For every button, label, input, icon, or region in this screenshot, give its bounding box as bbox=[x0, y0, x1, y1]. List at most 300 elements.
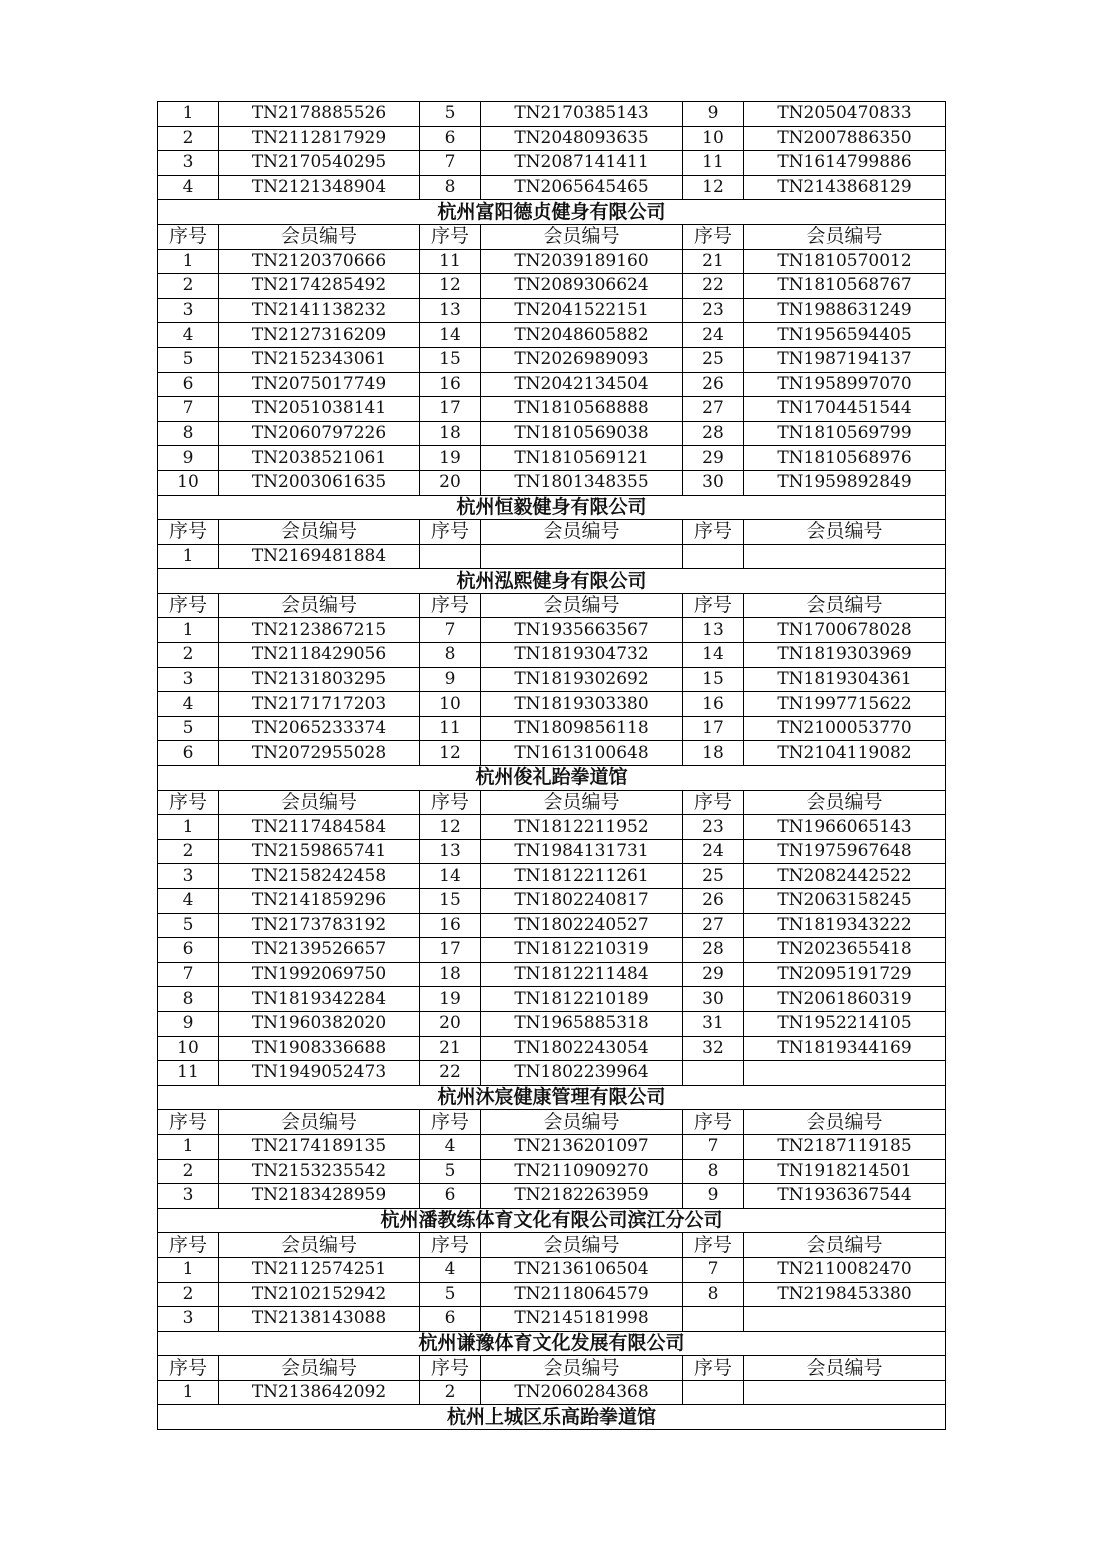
member-id-cell: TN1810569038 bbox=[481, 421, 683, 446]
seq-cell: 13 bbox=[420, 839, 481, 864]
table-row bbox=[158, 470, 946, 495]
table-row bbox=[158, 126, 946, 151]
seq-cell: 14 bbox=[420, 864, 481, 889]
member-id-cell: TN1958997070 bbox=[744, 372, 946, 397]
seq-cell: 25 bbox=[683, 347, 744, 372]
member-id-header: 会员编号 bbox=[219, 1233, 420, 1258]
seq-cell: 16 bbox=[420, 913, 481, 938]
seq-cell: 9 bbox=[683, 1184, 744, 1209]
seq-cell: 6 bbox=[420, 1307, 481, 1332]
seq-cell: 7 bbox=[420, 151, 481, 176]
seq-cell: 20 bbox=[420, 470, 481, 495]
seq-cell: 30 bbox=[683, 470, 744, 495]
member-id-header: 会员编号 bbox=[481, 593, 683, 618]
member-id-cell: TN2065645465 bbox=[481, 175, 683, 200]
seq-cell: 5 bbox=[420, 1159, 481, 1184]
seq-cell: 1 bbox=[158, 102, 219, 127]
company-name: 杭州富阳德贞健身有限公司 bbox=[158, 200, 946, 225]
company-title-row bbox=[158, 1405, 946, 1430]
table-row bbox=[158, 151, 946, 176]
member-id-cell: TN2152343061 bbox=[219, 347, 420, 372]
seq-cell: 22 bbox=[420, 1061, 481, 1086]
seq-cell: 11 bbox=[420, 249, 481, 274]
member-id-cell: TN1613100648 bbox=[481, 741, 683, 766]
seq-cell: 27 bbox=[683, 913, 744, 938]
member-id-header: 会员编号 bbox=[481, 1356, 683, 1381]
member-id-cell: TN2139526657 bbox=[219, 938, 420, 963]
member-roster-table bbox=[157, 101, 946, 1430]
seq-cell: 4 bbox=[158, 323, 219, 348]
member-id-cell: TN2153235542 bbox=[219, 1159, 420, 1184]
column-header-row bbox=[158, 520, 946, 545]
member-id-cell: TN2127316209 bbox=[219, 323, 420, 348]
seq-cell: 29 bbox=[683, 446, 744, 471]
seq-cell: 4 bbox=[420, 1257, 481, 1282]
seq-cell: 10 bbox=[158, 1036, 219, 1061]
seq-cell: 14 bbox=[683, 643, 744, 668]
seq-cell: 5 bbox=[158, 716, 219, 741]
seq-header: 序号 bbox=[420, 1356, 481, 1381]
seq-cell bbox=[683, 544, 744, 569]
seq-cell: 6 bbox=[420, 126, 481, 151]
member-id-cell: TN1987194137 bbox=[744, 347, 946, 372]
member-id-cell: TN1984131731 bbox=[481, 839, 683, 864]
company-title-row bbox=[158, 1208, 946, 1233]
seq-cell: 1 bbox=[158, 1134, 219, 1159]
seq-cell: 21 bbox=[420, 1036, 481, 1061]
seq-cell: 21 bbox=[683, 249, 744, 274]
member-id-cell: TN1819304361 bbox=[744, 667, 946, 692]
member-id-cell: TN2026989093 bbox=[481, 347, 683, 372]
table-row bbox=[158, 372, 946, 397]
member-id-cell: TN1819303969 bbox=[744, 643, 946, 668]
seq-cell: 16 bbox=[683, 692, 744, 717]
member-id-cell: TN2110909270 bbox=[481, 1159, 683, 1184]
seq-cell: 10 bbox=[158, 470, 219, 495]
member-id-cell: TN2159865741 bbox=[219, 839, 420, 864]
seq-cell: 4 bbox=[158, 889, 219, 914]
table-row bbox=[158, 446, 946, 471]
member-id-cell: TN2089306624 bbox=[481, 274, 683, 299]
member-id-cell: TN1936367544 bbox=[744, 1184, 946, 1209]
member-id-cell: TN1704451544 bbox=[744, 397, 946, 422]
table-row bbox=[158, 102, 946, 127]
table-row bbox=[158, 938, 946, 963]
member-id-cell: TN1802239964 bbox=[481, 1061, 683, 1086]
member-id-header: 会员编号 bbox=[744, 790, 946, 815]
member-id-cell: TN2187119185 bbox=[744, 1134, 946, 1159]
table-row bbox=[158, 175, 946, 200]
column-header-row bbox=[158, 790, 946, 815]
seq-cell: 4 bbox=[158, 175, 219, 200]
table-row bbox=[158, 913, 946, 938]
member-id-cell: TN2102152942 bbox=[219, 1282, 420, 1307]
seq-cell: 9 bbox=[683, 102, 744, 127]
company-name: 杭州上城区乐高跆拳道馆 bbox=[158, 1405, 946, 1430]
company-name: 杭州潘教练体育文化有限公司滨江分公司 bbox=[158, 1208, 946, 1233]
seq-header: 序号 bbox=[420, 1233, 481, 1258]
company-title-row bbox=[158, 200, 946, 225]
table-row bbox=[158, 643, 946, 668]
table-row bbox=[158, 1307, 946, 1332]
company-title-row bbox=[158, 766, 946, 791]
member-id-header: 会员编号 bbox=[744, 1110, 946, 1135]
member-id-cell: TN1812210319 bbox=[481, 938, 683, 963]
seq-header: 序号 bbox=[683, 1233, 744, 1258]
member-id-cell: TN1949052473 bbox=[219, 1061, 420, 1086]
member-id-cell: TN2138642092 bbox=[219, 1380, 420, 1405]
member-id-cell: TN2169481884 bbox=[219, 544, 420, 569]
member-id-cell: TN2041522151 bbox=[481, 298, 683, 323]
table-row bbox=[158, 815, 946, 840]
seq-cell: 11 bbox=[683, 151, 744, 176]
seq-cell: 1 bbox=[158, 1380, 219, 1405]
seq-cell: 8 bbox=[420, 175, 481, 200]
member-id-cell: TN1810568888 bbox=[481, 397, 683, 422]
member-id-header: 会员编号 bbox=[481, 1110, 683, 1135]
table-row bbox=[158, 716, 946, 741]
member-id-cell: TN2087141411 bbox=[481, 151, 683, 176]
member-id-cell bbox=[744, 1307, 946, 1332]
member-id-cell: TN2104119082 bbox=[744, 741, 946, 766]
seq-cell: 28 bbox=[683, 421, 744, 446]
member-id-cell: TN1960382020 bbox=[219, 1011, 420, 1036]
member-id-cell: TN2173783192 bbox=[219, 913, 420, 938]
seq-cell: 7 bbox=[683, 1257, 744, 1282]
member-id-cell: TN1956594405 bbox=[744, 323, 946, 348]
member-id-cell: TN1810568767 bbox=[744, 274, 946, 299]
member-id-cell: TN2048605882 bbox=[481, 323, 683, 348]
seq-cell: 19 bbox=[420, 446, 481, 471]
seq-header: 序号 bbox=[420, 790, 481, 815]
member-id-header: 会员编号 bbox=[219, 224, 420, 249]
seq-cell: 7 bbox=[683, 1134, 744, 1159]
member-id-cell: TN2136106504 bbox=[481, 1257, 683, 1282]
member-id-cell: TN2174285492 bbox=[219, 274, 420, 299]
member-id-cell: TN2143868129 bbox=[744, 175, 946, 200]
member-id-cell: TN2183428959 bbox=[219, 1184, 420, 1209]
member-id-cell: TN2065233374 bbox=[219, 716, 420, 741]
member-id-cell: TN2198453380 bbox=[744, 1282, 946, 1307]
seq-cell: 12 bbox=[683, 175, 744, 200]
table-row bbox=[158, 1011, 946, 1036]
seq-cell: 12 bbox=[420, 741, 481, 766]
member-id-header: 会员编号 bbox=[219, 790, 420, 815]
table-row bbox=[158, 692, 946, 717]
member-id-cell: TN2110082470 bbox=[744, 1257, 946, 1282]
seq-cell: 23 bbox=[683, 298, 744, 323]
seq-cell: 10 bbox=[683, 126, 744, 151]
seq-cell: 22 bbox=[683, 274, 744, 299]
seq-cell: 24 bbox=[683, 323, 744, 348]
seq-header: 序号 bbox=[683, 1110, 744, 1135]
member-id-cell: TN2023655418 bbox=[744, 938, 946, 963]
member-id-cell: TN2039189160 bbox=[481, 249, 683, 274]
member-id-cell: TN2063158245 bbox=[744, 889, 946, 914]
seq-cell: 8 bbox=[683, 1282, 744, 1307]
member-id-cell: TN1810570012 bbox=[744, 249, 946, 274]
member-id-cell: TN1959892849 bbox=[744, 470, 946, 495]
member-id-cell: TN1801348355 bbox=[481, 470, 683, 495]
seq-cell: 7 bbox=[158, 397, 219, 422]
company-title-row bbox=[158, 1331, 946, 1356]
company-name: 杭州俊礼跆拳道馆 bbox=[158, 766, 946, 791]
table-row bbox=[158, 889, 946, 914]
seq-cell: 9 bbox=[158, 1011, 219, 1036]
member-id-header: 会员编号 bbox=[481, 224, 683, 249]
member-id-cell: TN2051038141 bbox=[219, 397, 420, 422]
seq-cell: 15 bbox=[420, 889, 481, 914]
seq-header: 序号 bbox=[420, 520, 481, 545]
member-id-cell: TN2170385143 bbox=[481, 102, 683, 127]
seq-header: 序号 bbox=[683, 593, 744, 618]
seq-cell: 5 bbox=[420, 102, 481, 127]
member-id-cell: TN2178885526 bbox=[219, 102, 420, 127]
seq-cell: 12 bbox=[420, 274, 481, 299]
seq-cell: 30 bbox=[683, 987, 744, 1012]
member-id-cell: TN2131803295 bbox=[219, 667, 420, 692]
member-id-cell: TN1802243054 bbox=[481, 1036, 683, 1061]
member-id-cell: TN2123867215 bbox=[219, 618, 420, 643]
member-id-header: 会员编号 bbox=[481, 1233, 683, 1258]
column-header-row bbox=[158, 224, 946, 249]
seq-header: 序号 bbox=[683, 790, 744, 815]
member-id-header: 会员编号 bbox=[219, 520, 420, 545]
seq-cell: 1 bbox=[158, 618, 219, 643]
member-id-cell: TN2121348904 bbox=[219, 175, 420, 200]
member-id-cell: TN1700678028 bbox=[744, 618, 946, 643]
seq-cell: 19 bbox=[420, 987, 481, 1012]
seq-cell: 3 bbox=[158, 667, 219, 692]
column-header-row bbox=[158, 1356, 946, 1381]
seq-cell: 5 bbox=[420, 1282, 481, 1307]
member-id-cell bbox=[744, 1380, 946, 1405]
member-id-cell bbox=[744, 1061, 946, 1086]
member-id-cell: TN2007886350 bbox=[744, 126, 946, 151]
seq-cell: 3 bbox=[158, 1307, 219, 1332]
table-row bbox=[158, 544, 946, 569]
member-id-cell: TN1812211952 bbox=[481, 815, 683, 840]
member-id-header: 会员编号 bbox=[744, 520, 946, 545]
member-id-cell: TN2050470833 bbox=[744, 102, 946, 127]
member-id-cell: TN2038521061 bbox=[219, 446, 420, 471]
seq-header: 序号 bbox=[158, 520, 219, 545]
member-id-cell: TN1812211261 bbox=[481, 864, 683, 889]
seq-cell: 5 bbox=[158, 347, 219, 372]
member-id-cell: TN2138143088 bbox=[219, 1307, 420, 1332]
member-id-cell: TN2095191729 bbox=[744, 962, 946, 987]
member-id-cell: TN2120370666 bbox=[219, 249, 420, 274]
member-id-cell: TN2082442522 bbox=[744, 864, 946, 889]
member-id-cell: TN1819303380 bbox=[481, 692, 683, 717]
seq-header: 序号 bbox=[158, 790, 219, 815]
seq-cell: 15 bbox=[420, 347, 481, 372]
member-id-header: 会员编号 bbox=[744, 1233, 946, 1258]
member-id-header: 会员编号 bbox=[481, 520, 683, 545]
table-row bbox=[158, 1134, 946, 1159]
column-header-row bbox=[158, 1110, 946, 1135]
member-id-header: 会员编号 bbox=[219, 1356, 420, 1381]
seq-header: 序号 bbox=[683, 520, 744, 545]
seq-cell: 13 bbox=[420, 298, 481, 323]
table-row bbox=[158, 323, 946, 348]
member-id-cell: TN2075017749 bbox=[219, 372, 420, 397]
member-id-cell: TN2141138232 bbox=[219, 298, 420, 323]
seq-cell: 25 bbox=[683, 864, 744, 889]
seq-cell: 27 bbox=[683, 397, 744, 422]
seq-header: 序号 bbox=[683, 224, 744, 249]
member-id-header: 会员编号 bbox=[744, 593, 946, 618]
company-title-row bbox=[158, 495, 946, 520]
seq-cell: 6 bbox=[158, 741, 219, 766]
member-id-cell: TN1812210189 bbox=[481, 987, 683, 1012]
member-id-cell: TN1819302692 bbox=[481, 667, 683, 692]
column-header-row bbox=[158, 1233, 946, 1258]
seq-cell: 7 bbox=[158, 962, 219, 987]
member-id-cell bbox=[744, 544, 946, 569]
table-row bbox=[158, 962, 946, 987]
table-row bbox=[158, 839, 946, 864]
member-id-cell: TN1819342284 bbox=[219, 987, 420, 1012]
seq-cell: 11 bbox=[158, 1061, 219, 1086]
seq-cell: 26 bbox=[683, 372, 744, 397]
column-header-row bbox=[158, 593, 946, 618]
seq-cell: 29 bbox=[683, 962, 744, 987]
seq-cell: 28 bbox=[683, 938, 744, 963]
member-id-cell: TN2174189135 bbox=[219, 1134, 420, 1159]
seq-cell: 7 bbox=[420, 618, 481, 643]
seq-cell: 20 bbox=[420, 1011, 481, 1036]
seq-cell: 2 bbox=[158, 839, 219, 864]
table-row bbox=[158, 274, 946, 299]
member-id-cell: TN2060284368 bbox=[481, 1380, 683, 1405]
member-id-cell: TN2182263959 bbox=[481, 1184, 683, 1209]
seq-header: 序号 bbox=[158, 593, 219, 618]
seq-header: 序号 bbox=[420, 224, 481, 249]
member-id-cell: TN1614799886 bbox=[744, 151, 946, 176]
seq-cell bbox=[683, 1061, 744, 1086]
member-id-cell: TN2061860319 bbox=[744, 987, 946, 1012]
member-id-cell: TN1992069750 bbox=[219, 962, 420, 987]
seq-cell: 12 bbox=[420, 815, 481, 840]
seq-cell: 16 bbox=[420, 372, 481, 397]
seq-header: 序号 bbox=[683, 1356, 744, 1381]
member-id-cell: TN1966065143 bbox=[744, 815, 946, 840]
seq-cell: 4 bbox=[158, 692, 219, 717]
table-row bbox=[158, 864, 946, 889]
seq-cell: 3 bbox=[158, 864, 219, 889]
member-id-cell: TN2170540295 bbox=[219, 151, 420, 176]
seq-cell: 10 bbox=[420, 692, 481, 717]
member-id-cell: TN1952214105 bbox=[744, 1011, 946, 1036]
member-id-header: 会员编号 bbox=[744, 224, 946, 249]
seq-cell: 3 bbox=[158, 1184, 219, 1209]
seq-cell: 5 bbox=[158, 913, 219, 938]
seq-cell: 14 bbox=[420, 323, 481, 348]
member-id-cell: TN2048093635 bbox=[481, 126, 683, 151]
seq-cell: 2 bbox=[158, 1159, 219, 1184]
seq-cell: 6 bbox=[420, 1184, 481, 1209]
seq-cell: 26 bbox=[683, 889, 744, 914]
seq-cell: 6 bbox=[158, 372, 219, 397]
seq-cell bbox=[420, 544, 481, 569]
seq-header: 序号 bbox=[158, 1233, 219, 1258]
member-id-cell: TN2112574251 bbox=[219, 1257, 420, 1282]
seq-cell: 23 bbox=[683, 815, 744, 840]
member-id-cell: TN1819343222 bbox=[744, 913, 946, 938]
member-id-cell: TN1975967648 bbox=[744, 839, 946, 864]
table-row bbox=[158, 1061, 946, 1086]
member-id-cell bbox=[481, 544, 683, 569]
seq-cell: 1 bbox=[158, 1257, 219, 1282]
member-id-cell: TN2145181998 bbox=[481, 1307, 683, 1332]
seq-header: 序号 bbox=[158, 1356, 219, 1381]
member-id-cell: TN1908336688 bbox=[219, 1036, 420, 1061]
seq-header: 序号 bbox=[158, 1110, 219, 1135]
table-row bbox=[158, 397, 946, 422]
member-id-cell: TN1810568976 bbox=[744, 446, 946, 471]
seq-cell: 13 bbox=[683, 618, 744, 643]
seq-cell: 8 bbox=[158, 421, 219, 446]
member-id-cell: TN2003061635 bbox=[219, 470, 420, 495]
seq-cell: 24 bbox=[683, 839, 744, 864]
table-row bbox=[158, 1380, 946, 1405]
table-row bbox=[158, 1036, 946, 1061]
seq-cell: 32 bbox=[683, 1036, 744, 1061]
table-row bbox=[158, 1257, 946, 1282]
member-id-header: 会员编号 bbox=[744, 1356, 946, 1381]
member-id-cell: TN2112817929 bbox=[219, 126, 420, 151]
member-id-cell: TN1965885318 bbox=[481, 1011, 683, 1036]
table-row bbox=[158, 298, 946, 323]
member-id-cell: TN2100053770 bbox=[744, 716, 946, 741]
seq-cell: 17 bbox=[420, 397, 481, 422]
member-id-cell: TN1810569799 bbox=[744, 421, 946, 446]
member-id-cell: TN1918214501 bbox=[744, 1159, 946, 1184]
table-row bbox=[158, 741, 946, 766]
table-row bbox=[158, 421, 946, 446]
seq-cell: 18 bbox=[420, 421, 481, 446]
member-id-cell: TN1802240817 bbox=[481, 889, 683, 914]
table-row bbox=[158, 1159, 946, 1184]
seq-cell bbox=[683, 1307, 744, 1332]
company-name: 杭州谦豫体育文化发展有限公司 bbox=[158, 1331, 946, 1356]
seq-cell bbox=[683, 1380, 744, 1405]
member-id-cell: TN1810569121 bbox=[481, 446, 683, 471]
seq-cell: 9 bbox=[158, 446, 219, 471]
member-id-cell: TN1988631249 bbox=[744, 298, 946, 323]
seq-cell: 11 bbox=[420, 716, 481, 741]
seq-cell: 8 bbox=[158, 987, 219, 1012]
company-title-row bbox=[158, 1085, 946, 1110]
seq-header: 序号 bbox=[420, 1110, 481, 1135]
member-id-cell: TN1802240527 bbox=[481, 913, 683, 938]
seq-header: 序号 bbox=[420, 593, 481, 618]
seq-cell: 2 bbox=[158, 126, 219, 151]
member-id-header: 会员编号 bbox=[219, 593, 420, 618]
table-row bbox=[158, 1184, 946, 1209]
table-row bbox=[158, 667, 946, 692]
member-id-header: 会员编号 bbox=[219, 1110, 420, 1135]
seq-header: 序号 bbox=[158, 224, 219, 249]
seq-cell: 2 bbox=[158, 643, 219, 668]
member-id-cell: TN1819344169 bbox=[744, 1036, 946, 1061]
seq-cell: 2 bbox=[158, 1282, 219, 1307]
member-id-cell: TN2171717203 bbox=[219, 692, 420, 717]
company-name: 杭州沐宸健康管理有限公司 bbox=[158, 1085, 946, 1110]
table-row bbox=[158, 987, 946, 1012]
seq-cell: 18 bbox=[420, 962, 481, 987]
